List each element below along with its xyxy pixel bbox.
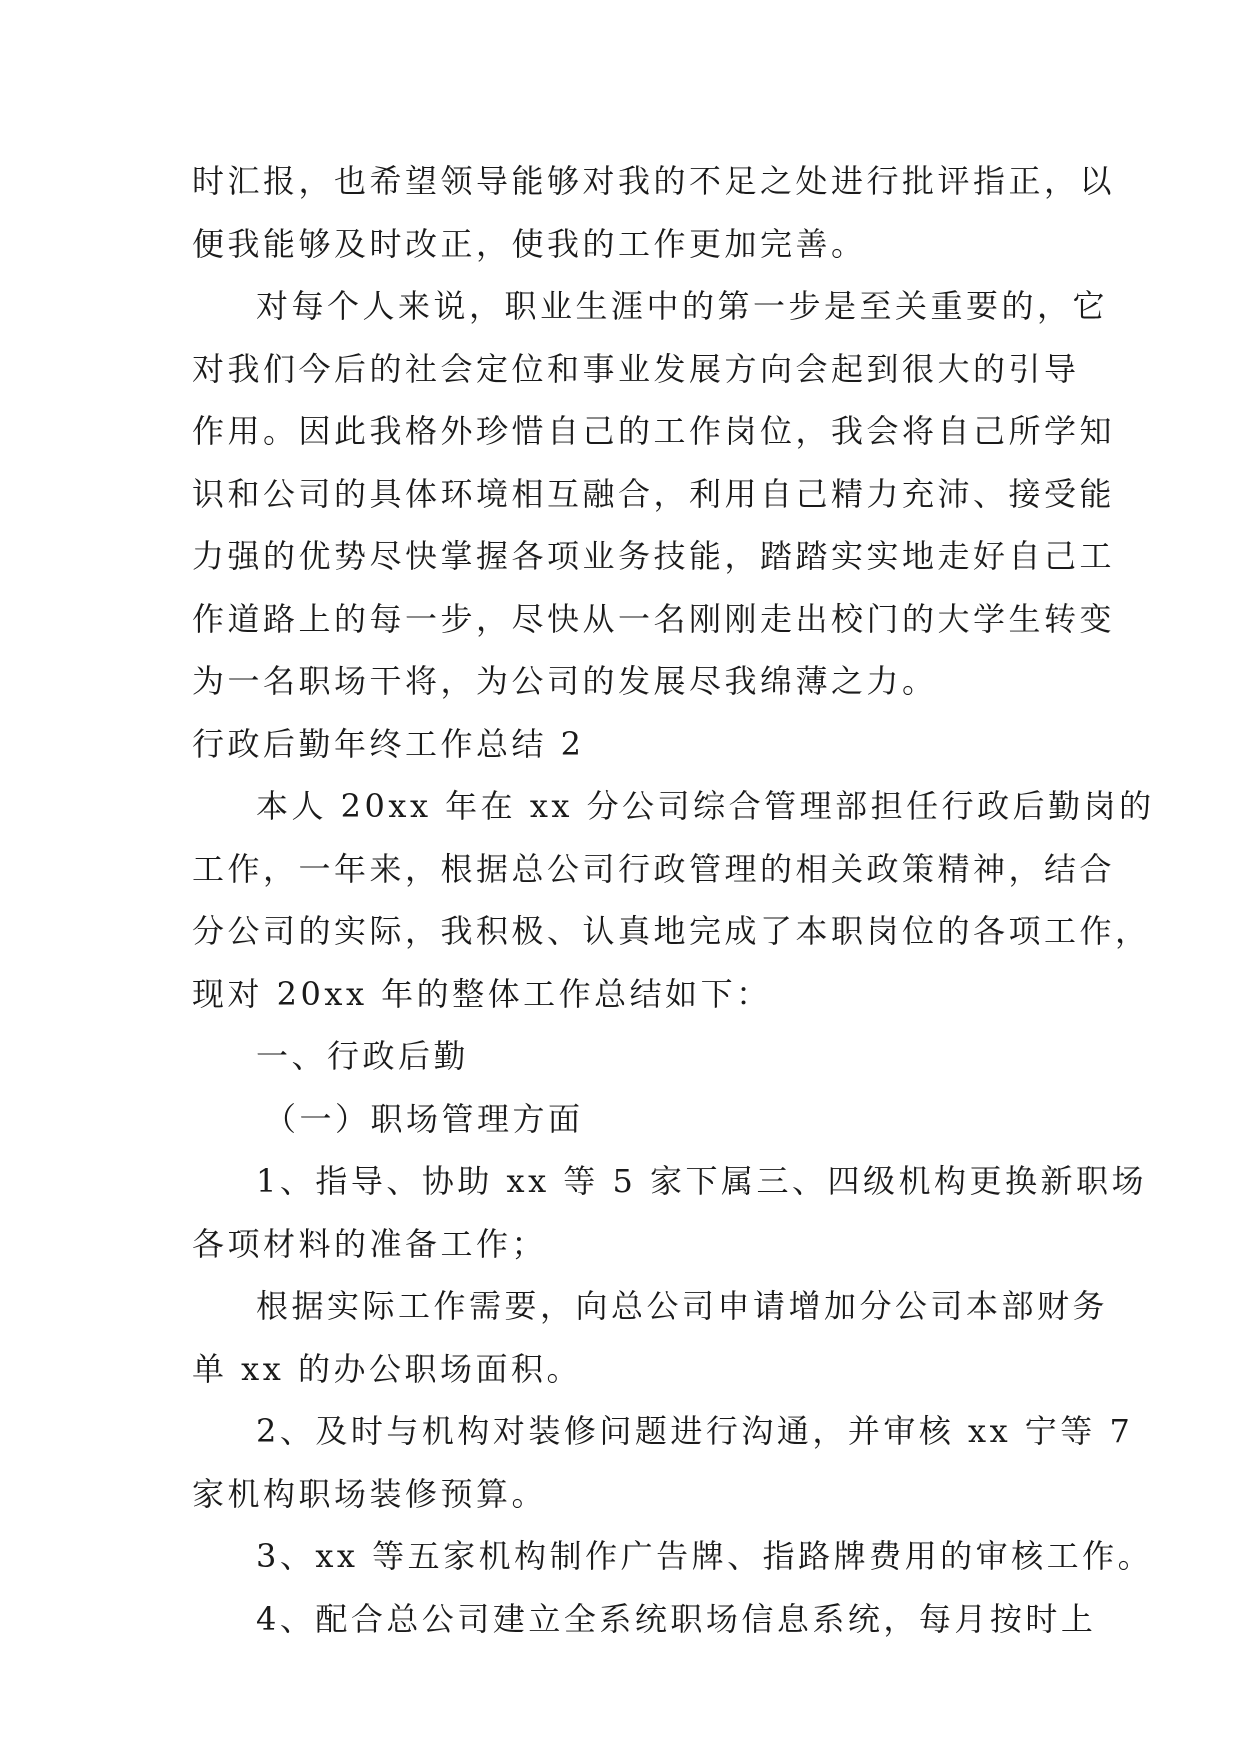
list-item: 3、xx 等五家机构制作广告牌、指路牌费用的审核工作。 (256, 1537, 1154, 1575)
subsection-heading: （一）职场管理方面 (264, 1099, 584, 1138)
text-line: 工作，一年来，根据总公司行政管理的相关政策精神，结合 (192, 849, 1116, 888)
paragraph-start: 本人 20xx 年在 xx 分公司综合管理部担任行政后勤岗的 (256, 787, 1155, 825)
document-body (192, 150, 1155, 1650)
list-item: 2、及时与机构对装修问题进行沟通，并审核 xx 宁等 7 (256, 1412, 1134, 1450)
text-line: 单 xx 的办公职场面积。 (192, 1349, 582, 1388)
text-line: 各项材料的准备工作； (192, 1224, 548, 1263)
text-line: 对我们今后的社会定位和事业发展方向会起到很大的引导 (192, 349, 1080, 388)
text-line: 作用。因此我格外珍惜自己的工作岗位，我会将自己所学知 (192, 412, 1116, 450)
text-line: 现对 20xx 年的整体工作总结如下： (192, 974, 772, 1013)
list-item: 4、配合总公司建立全系统职场信息系统，每月按时上 (256, 1599, 1097, 1638)
list-item: 1、指导、协助 xx 等 5 家下属三、四级机构更换新职场 (256, 1162, 1148, 1200)
text-line: 力强的优势尽快掌握各项业务技能，踏踏实实地走好自己工 (192, 537, 1116, 575)
text-line: 为一名职场干将，为公司的发展尽我绵薄之力。 (192, 662, 938, 700)
paragraph-start: 根据实际工作需要，向总公司申请增加分公司本部财务 (256, 1287, 1109, 1325)
paragraph-start: 对每个人来说，职业生涯中的第一步是至关重要的，它 (256, 287, 1109, 325)
text-line: 分公司的实际，我积极、认真地完成了本职岗位的各项工作， (192, 912, 1151, 950)
section-heading: 行政后勤年终工作总结 2 (192, 724, 585, 763)
text-line: 便我能够及时改正，使我的工作更加完善。 (192, 224, 867, 263)
text-line: 识和公司的具体环境相互融合，利用自己精力充沛、接受能 (192, 474, 1116, 513)
text-line: 家机构职场装修预算。 (192, 1474, 548, 1513)
text-line: 时汇报，也希望领导能够对我的不足之处进行批评指正，以 (192, 162, 1116, 200)
subsection-heading: 一、行政后勤 (256, 1037, 470, 1075)
text-line: 作道路上的每一步，尽快从一名刚刚走出校门的大学生转变 (192, 599, 1116, 638)
